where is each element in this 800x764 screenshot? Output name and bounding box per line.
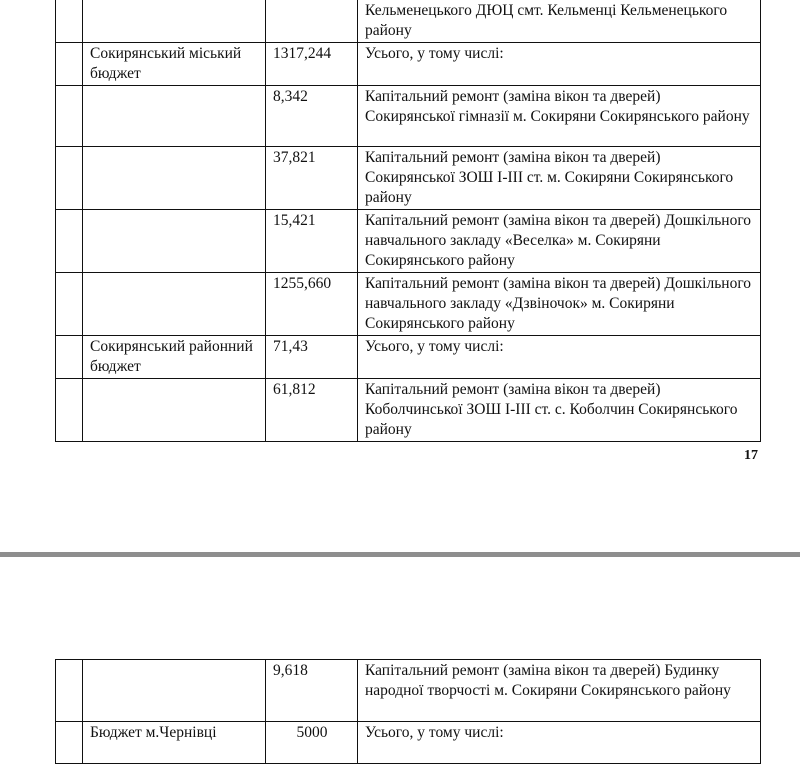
amount-cell: 61,812 [266, 379, 358, 442]
table-row [56, 43, 761, 86]
amount-cell: 71,43 [266, 336, 358, 379]
description-cell: Капітальний ремонт (заміна вікон та дверей) Сокирянської ЗОШ І-ІІІ ст. м. Сокиряни Сокирянського району [358, 147, 761, 210]
budget-cell [83, 273, 266, 336]
index-cell [56, 660, 83, 722]
budget-table-bottom [55, 659, 761, 764]
table-row [56, 379, 761, 442]
budget-cell [83, 660, 266, 722]
table-row [56, 86, 761, 147]
table-row [56, 660, 761, 722]
index-cell [56, 379, 83, 442]
table-row [56, 0, 761, 43]
budget-cell: Сокирянський районний бюджет [83, 336, 266, 379]
index-cell [56, 0, 83, 43]
description-cell: Усього, у тому числі: [358, 336, 761, 379]
budget-cell [83, 0, 266, 43]
description-cell: Усього, у тому числі: [358, 43, 761, 86]
description-cell: Капітальний ремонт (заміна вікон та дверей) Будинку народної творчості м. Сокиряни Сокирянського району [358, 660, 761, 722]
budget-cell [83, 379, 266, 442]
description-cell: Капітальний ремонт (заміна вікон та дверей) Сокирянської гімназії м. Сокиряни Сокирянського району [358, 86, 761, 147]
index-cell [56, 43, 83, 86]
budget-cell [83, 147, 266, 210]
budget-cell [83, 210, 266, 273]
description-cell: Усього, у тому числі: [358, 722, 761, 764]
description-cell: Кельменецького ДЮЦ смт. Кельменці Кельменецького району [358, 0, 761, 43]
index-cell [56, 273, 83, 336]
amount-cell: 1317,244 [266, 43, 358, 86]
table-row [56, 147, 761, 210]
document-page-bottom [0, 557, 800, 741]
index-cell [56, 86, 83, 147]
budget-cell [83, 86, 266, 147]
amount-cell: 1255,660 [266, 273, 358, 336]
index-cell [56, 147, 83, 210]
amount-cell [266, 0, 358, 43]
amount-cell: 5000 [266, 722, 358, 764]
amount-cell: 37,821 [266, 147, 358, 210]
amount-cell: 8,342 [266, 86, 358, 147]
amount-cell: 9,618 [266, 660, 358, 722]
amount-cell: 15,421 [266, 210, 358, 273]
table-row [56, 722, 761, 764]
page-number: 17 [744, 448, 758, 463]
table-row [56, 210, 761, 273]
index-cell [56, 210, 83, 273]
table-row [56, 273, 761, 336]
description-cell: Капітальний ремонт (заміна вікон та дверей) Коболчинської ЗОШ І-ІІІ ст. с. Коболчин Сокирянського району [358, 379, 761, 442]
description-cell: Капітальний ремонт (заміна вікон та дверей) Дошкільного навчального закладу «Веселка» м. Сокиряни Сокирянського району [358, 210, 761, 273]
budget-cell: Бюджет м.Чернівці [83, 722, 266, 764]
budget-table-top [55, 0, 761, 442]
index-cell [56, 336, 83, 379]
table-row [56, 336, 761, 379]
description-cell: Капітальний ремонт (заміна вікон та дверей) Дошкільного навчального закладу «Дзвіночок» м. Сокиряни Сокирянського району [358, 273, 761, 336]
index-cell [56, 722, 83, 764]
budget-cell: Сокирянський міський бюджет [83, 43, 266, 86]
